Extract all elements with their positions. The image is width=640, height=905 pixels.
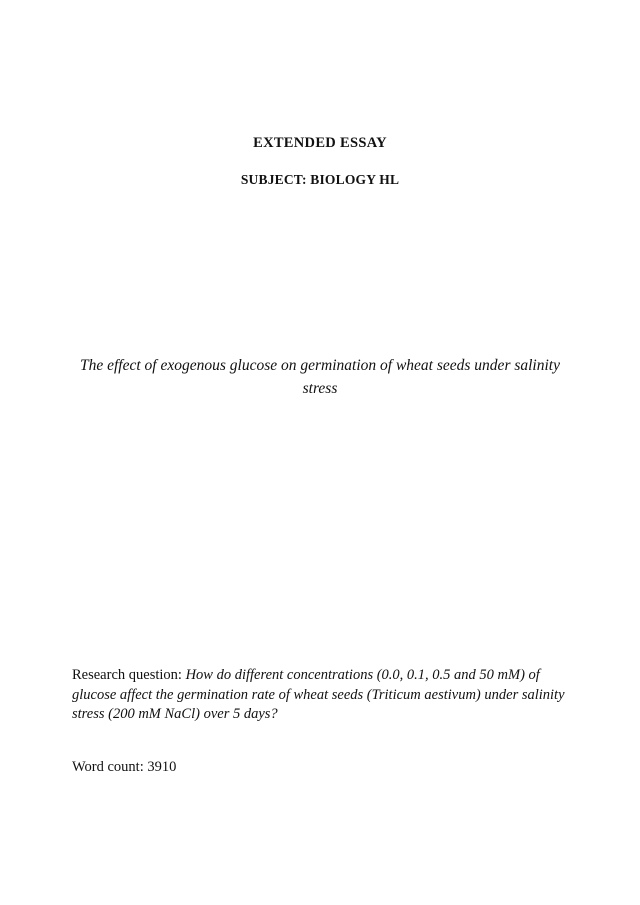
word-count-block [72, 758, 568, 778]
word-count-text: Word count: 3910 [72, 759, 177, 775]
research-question-text: How do different concentrations (0.0, 0.1, 0.5 and 50 mM) of glucose affect the germination rate of wheat seeds (Triticum aestivum) under salinity stress (200 mM NaCl) over 5 days? [72, 667, 565, 723]
research-question-block [72, 666, 568, 725]
essay-title-block [72, 355, 568, 401]
essay-title: The effect of exogenous glucose on germination of wheat seeds under salinity stress [80, 357, 560, 397]
page-content-area [72, 0, 568, 905]
document-type-heading: EXTENDED ESSAY [253, 135, 387, 151]
research-question-label: Research question: [72, 667, 186, 683]
document-header [72, 136, 568, 186]
research-question-paragraph [72, 666, 568, 725]
subject-heading: SUBJECT: BIOLOGY HL [240, 171, 400, 187]
